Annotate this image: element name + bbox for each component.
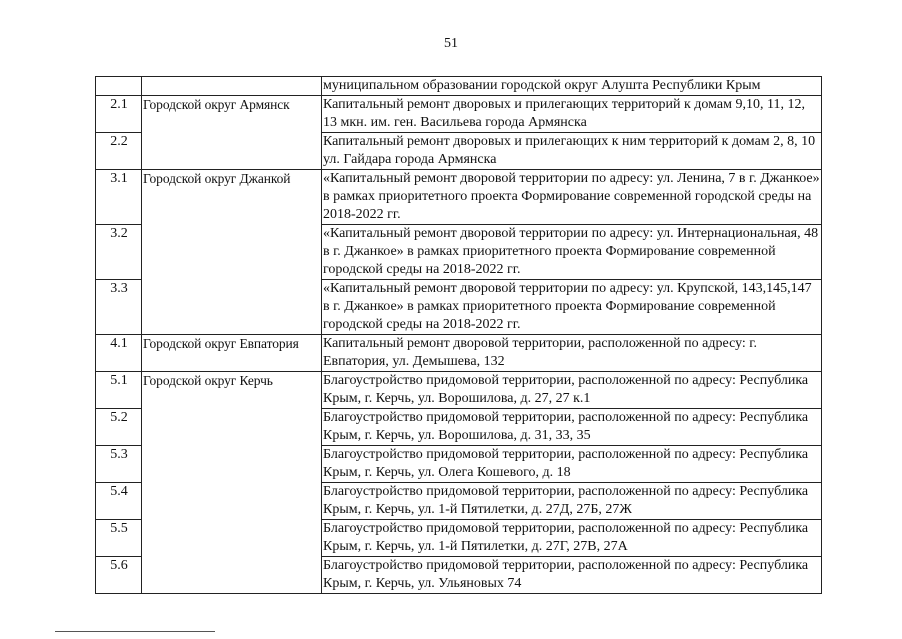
- row-number: 5.3: [96, 446, 142, 483]
- row-description: Капитальный ремонт дворовой территории, расположенной по адресу: г. Евпатория, ул. Демышева, 132: [322, 335, 822, 372]
- table-row-continuation: [96, 77, 822, 96]
- footnote-separator-line: [55, 631, 215, 632]
- district-name: Городской округ Армянск: [142, 96, 322, 170]
- row-number: 5.4: [96, 483, 142, 520]
- row-description: муниципальном образовании городской округ Алушта Республики Крым: [322, 77, 822, 96]
- table-row: [96, 96, 822, 133]
- row-number: 2.2: [96, 133, 142, 170]
- row-number: 3.1: [96, 170, 142, 225]
- row-number: 3.3: [96, 280, 142, 335]
- row-description: «Капитальный ремонт дворовой территории по адресу: ул. Ленина, 7 в г. Джанкое» в рамках приоритетного проекта Формирование современной городской среды на 2018-2022 гг.: [322, 170, 822, 225]
- page-number: 51: [444, 36, 458, 51]
- row-description: Благоустройство придомовой территории, расположенной по адресу: Республика Крым, г. Керчь, ул. Ульяновых 74: [322, 557, 822, 594]
- row-number-cell: [96, 77, 142, 96]
- district-cell: [142, 77, 322, 96]
- row-number: 4.1: [96, 335, 142, 372]
- district-name: Городской округ Керчь: [142, 372, 322, 594]
- table-row: [96, 170, 822, 225]
- row-description: «Капитальный ремонт дворовой территории по адресу: ул. Крупской, 143,145,147 в г. Джанкое» в рамках приоритетного проекта Формирование современной городской среды на 2018-2022 гг.: [322, 280, 822, 335]
- row-number: 5.2: [96, 409, 142, 446]
- district-name: Городской округ Евпатория: [142, 335, 322, 372]
- row-description: Благоустройство придомовой территории, расположенной по адресу: Республика Крым, г. Керчь, ул. 1-й Пятилетки, д. 27Г, 27В, 27А: [322, 520, 822, 557]
- row-description: Благоустройство придомовой территории, расположенной по адресу: Республика Крым, г. Керчь, ул. 1-й Пятилетки, д. 27Д, 27Б, 27Ж: [322, 483, 822, 520]
- row-description: Капитальный ремонт дворовых и прилегающих территорий к домам 9,10, 11, 12, 13 мкн. им. ген. Васильева города Армянска: [322, 96, 822, 133]
- row-number: 5.5: [96, 520, 142, 557]
- row-description: Капитальный ремонт дворовых и прилегающих к ним территорий к домам 2, 8, 10 ул. Гайдара города Армянска: [322, 133, 822, 170]
- district-name: Городской округ Джанкой: [142, 170, 322, 335]
- row-description: Благоустройство придомовой территории, расположенной по адресу: Республика Крым, г. Керчь, ул. Ворошилова, д. 31, 33, 35: [322, 409, 822, 446]
- row-description: «Капитальный ремонт дворовой территории по адресу: ул. Интернациональная, 48 в г. Джанкое» в рамках приоритетного проекта Формирование современной городской среды на 2018-2022 гг.: [322, 225, 822, 280]
- row-description: Благоустройство придомовой территории, расположенной по адресу: Республика Крым, г. Керчь, ул. Олега Кошевого, д. 18: [322, 446, 822, 483]
- table-row: [96, 372, 822, 409]
- row-number: 2.1: [96, 96, 142, 133]
- row-number: 3.2: [96, 225, 142, 280]
- row-number: 5.6: [96, 557, 142, 594]
- projects-table: [95, 76, 822, 594]
- row-description: Благоустройство придомовой территории, расположенной по адресу: Республика Крым, г. Керчь, ул. Ворошилова, д. 27, 27 к.1: [322, 372, 822, 409]
- table-row: [96, 335, 822, 372]
- row-number: 5.1: [96, 372, 142, 409]
